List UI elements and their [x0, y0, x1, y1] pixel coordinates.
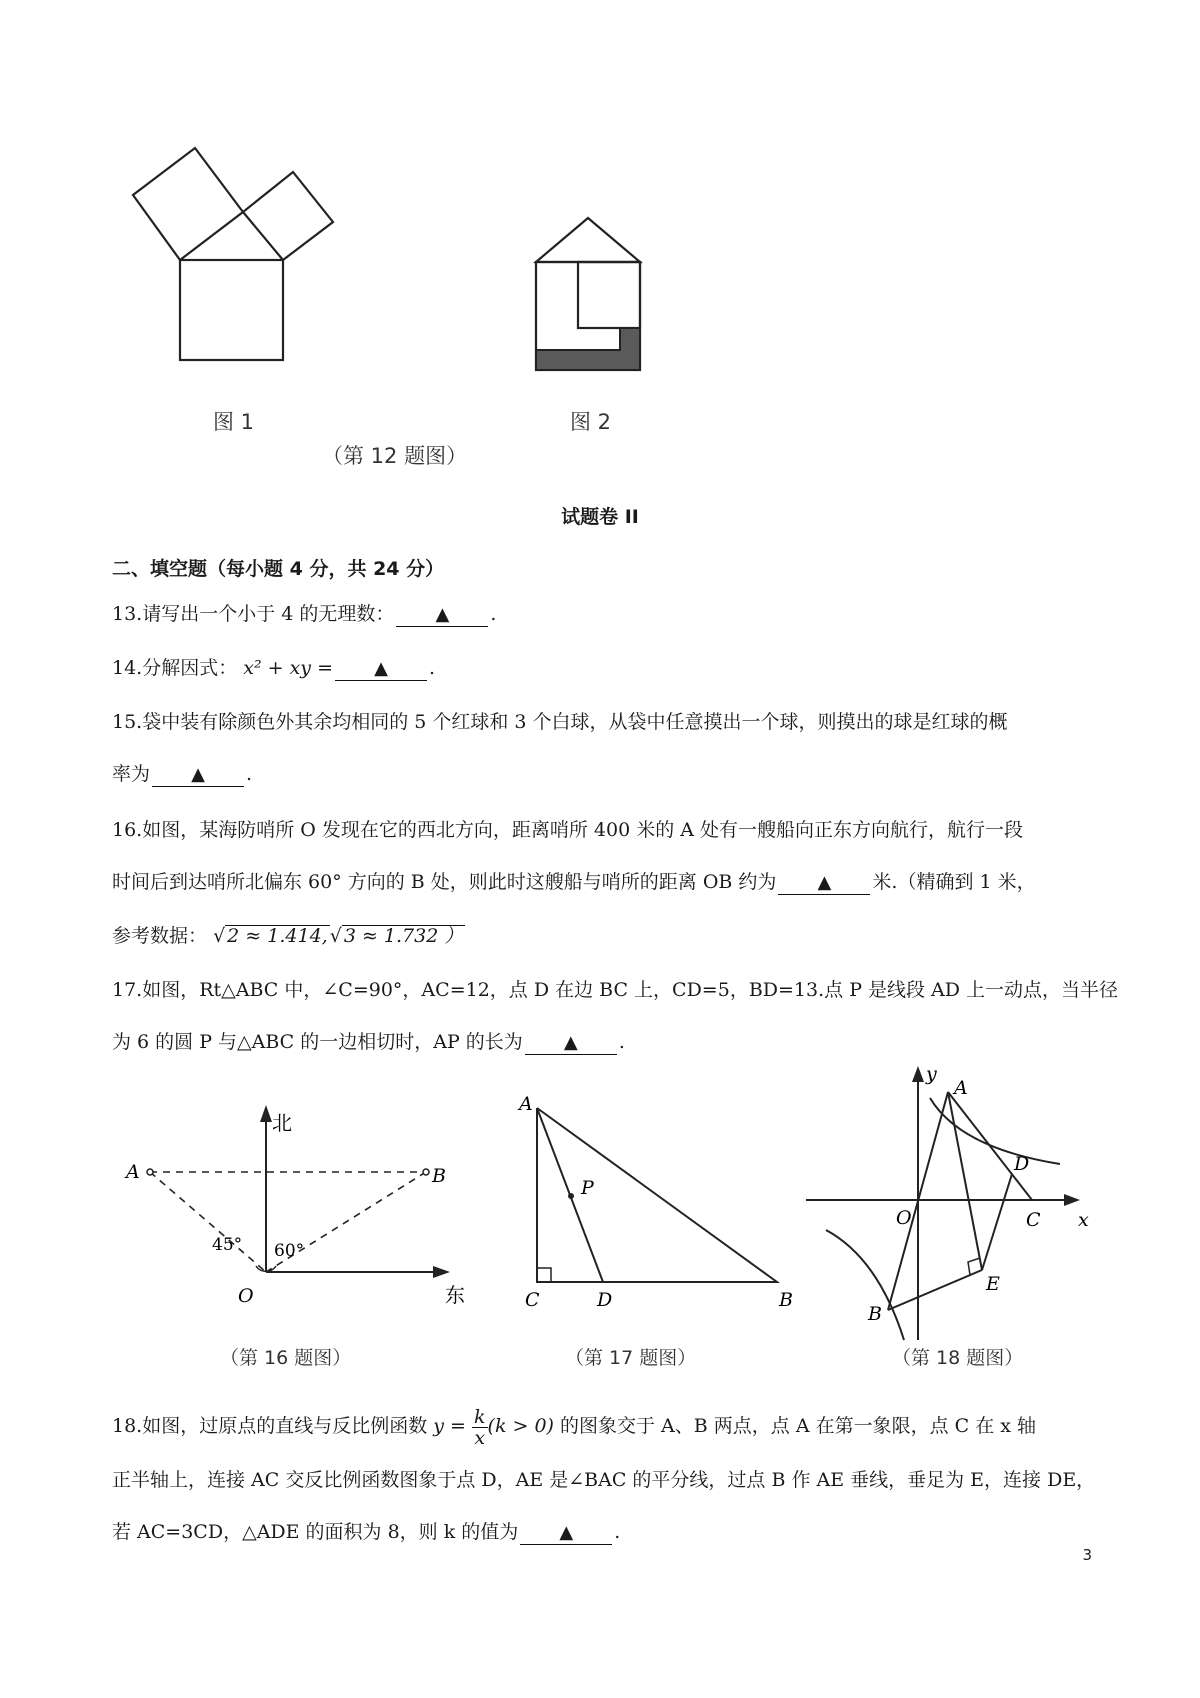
svg-text:x: x	[1078, 1209, 1089, 1231]
svg-text:O: O	[896, 1207, 912, 1229]
point-P	[568, 1193, 574, 1199]
east-arrow-icon	[433, 1266, 450, 1278]
svg-text:y: y	[926, 1063, 937, 1085]
svg-text:D: D	[597, 1289, 613, 1311]
label-angle-60: 60°	[274, 1241, 305, 1261]
figure-2-house	[530, 200, 660, 400]
sqrt-two-approx: √ 2 ≈ 1.414,	[213, 925, 328, 947]
question-18-line-2: 正半轴上，连接 AC 交反比例函数图象于点 D，AE 是∠BAC 的平分线，过点 B 作 AE 垂线，垂足为 E，连接 DE，	[112, 1469, 1096, 1491]
label-angle-45: 45°	[212, 1235, 243, 1255]
svg-text:D: D	[1014, 1153, 1030, 1175]
question-15-line-2: 率为 ▲ .	[112, 763, 253, 785]
y-arrow-icon	[912, 1066, 924, 1082]
figure-18	[800, 1058, 1100, 1343]
question-18-line-3: 若 AC=3CD，△ADE 的面积为 8，则 k 的值为 ▲ .	[112, 1521, 621, 1543]
question-13-text: 13.请写出一个小于 4 的无理数：	[112, 603, 395, 625]
question-16-line-2: 时间后到达哨所北偏东 60° 方向的 B 处，则此时这艘船与哨所的距离 OB 约为 ▲ 米.（精确到 1 米，	[112, 871, 1036, 893]
section-heading: 二、填空题（每小题 4 分，共 24 分）	[112, 558, 445, 580]
label-B: B	[432, 1165, 446, 1187]
svg-text:A: A	[519, 1093, 533, 1115]
answer-blank-14[interactable]: ▲	[335, 657, 427, 681]
answer-blank-18[interactable]: ▲	[520, 1521, 612, 1545]
figure-17	[515, 1080, 805, 1330]
svg-text:A: A	[954, 1077, 968, 1099]
label-north: 北	[272, 1111, 292, 1135]
sqrt-three-approx: √ 3 ≈ 1.732 ）	[329, 925, 464, 947]
question-17-line-1: 17.如图，Rt△ABC 中，∠C=90°，AC=12，点 D 在边 BC 上，CD=5，BD=13.点 P 是线段 AD 上一动点，当半径	[112, 979, 1119, 1001]
right-angle-mark	[537, 1268, 551, 1282]
factor-expression: x² + xy =	[243, 657, 334, 679]
label-east: 东	[445, 1283, 465, 1307]
answer-blank-13[interactable]: ▲	[396, 603, 488, 627]
figure-12-caption: （第 12 题图）	[322, 444, 468, 468]
question-13: 13.请写出一个小于 4 的无理数： ▲ .	[112, 603, 497, 625]
section-title: 试题卷 II	[561, 506, 639, 528]
figure-18-caption: （第 18 题图）	[892, 1347, 1024, 1369]
north-arrow-icon	[260, 1105, 272, 1122]
question-17-line-2: 为 6 的圆 P 与△ABC 的一边相切时，AP 的长为 ▲ .	[112, 1031, 625, 1053]
svg-text:C: C	[1026, 1209, 1041, 1231]
figure-2-caption: 图 2	[570, 410, 612, 434]
question-15-line-1: 15.袋中装有除颜色外其余均相同的 5 个红球和 3 个白球，从袋中任意摸出一个球，则摸出的球是红球的概	[112, 711, 1008, 733]
question-14: 14.分解因式： x² + xy = ▲ .	[112, 657, 436, 679]
page-number: 3	[1082, 1546, 1092, 1564]
figure-16	[120, 1090, 500, 1320]
figure-1-pythagoras	[125, 140, 355, 400]
hyperbola-branch-2	[826, 1230, 904, 1340]
fraction-k-over-x: $\frac{k}{x}$	[474, 1405, 486, 1449]
label-O: O	[238, 1285, 254, 1307]
question-16-line-3: 参考数据： √ 2 ≈ 1.414,√ 3 ≈ 1.732 ）	[112, 925, 464, 947]
figure-16-caption: （第 16 题图）	[220, 1347, 352, 1369]
figure-1-caption: 图 1	[213, 410, 255, 434]
hyperbola-branch-1	[930, 1098, 1060, 1164]
svg-text:P: P	[581, 1177, 594, 1199]
answer-blank-15[interactable]: ▲	[152, 763, 244, 787]
x-arrow-icon	[1064, 1194, 1080, 1206]
answer-blank-16[interactable]: ▲	[778, 871, 870, 895]
question-18-line-1: 18.如图，过原点的直线与反比例函数 y = $\frac{k}{x}$ (k > 0) 的图象交于 A、B 两点，点 A 在第一象限，点 C 在 x 轴	[112, 1405, 1036, 1449]
svg-text:B: B	[779, 1289, 793, 1311]
svg-text:C: C	[525, 1289, 540, 1311]
svg-text:E: E	[986, 1273, 1000, 1295]
figure-17-caption: （第 17 题图）	[565, 1347, 697, 1369]
svg-text:B: B	[868, 1303, 882, 1325]
label-A: A	[126, 1161, 140, 1183]
answer-blank-17[interactable]: ▲	[525, 1031, 617, 1055]
question-16-line-1: 16.如图，某海防哨所 O 发现在它的西北方向，距离哨所 400 米的 A 处有一艘船向正东方向航行，航行一段	[112, 819, 1024, 841]
